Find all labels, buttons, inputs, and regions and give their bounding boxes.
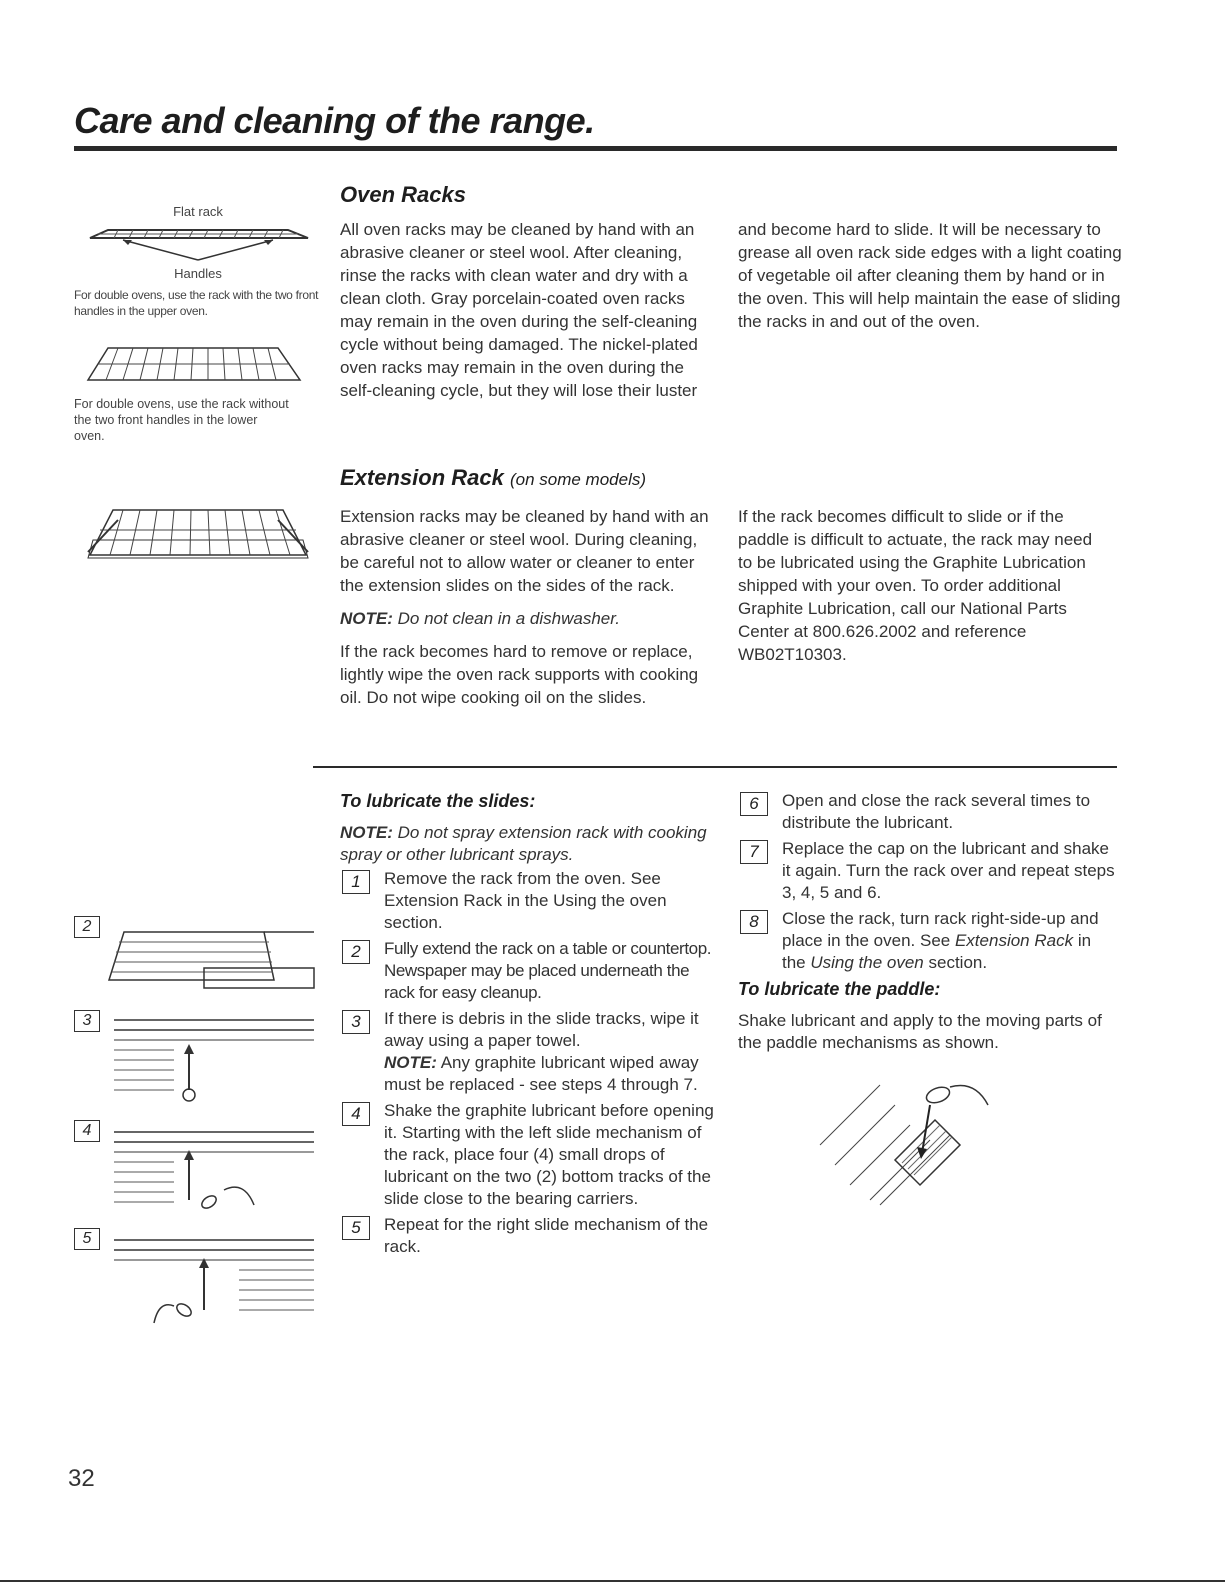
oven-racks-text-col2: and become hard to slide. It will be necessary to grease all oven rack side edges with a light coating of vegetable oil after cleaning them by hand or in the oven. This will help maintain the ease of sliding the racks in and out of the oven. <box>738 220 1122 331</box>
caption-lower-oven: For double ovens, use the rack without the two front handles in the lower oven. <box>74 397 289 443</box>
note-label: NOTE: <box>340 823 393 842</box>
step-7 <box>738 838 1118 904</box>
step-6 <box>738 790 1118 834</box>
flat-rack-drawing <box>78 180 318 275</box>
lubricate-paddle-heading: To lubricate the paddle: <box>738 979 941 999</box>
page-title: Care and cleaning of the range. <box>74 100 595 141</box>
extension-rack-drawing <box>78 500 318 570</box>
oven-racks-heading: Oven Racks <box>340 182 466 207</box>
step-number: 2 <box>342 940 370 964</box>
lubricate-steps-continued <box>738 790 1118 1054</box>
step-text: If there is debris in the slide tracks, wipe it away using a paper towel. <box>384 1009 699 1050</box>
step-text-e: section. <box>923 953 988 972</box>
step-text-b: Extension Rack <box>954 931 1074 950</box>
lubricate-slides-heading: To lubricate the slides: <box>340 791 536 811</box>
step-number: 5 <box>342 1216 370 1240</box>
rack-no-handles-figure <box>78 340 318 390</box>
step-text: Shake the graphite lubricant before opening it. Starting with the left slide mechanism of the rack, place four (4) small drops of lubricant on the two (2) bottom tracks of the slide close to the bearing carriers. <box>384 1101 714 1208</box>
rack-no-handles-drawing <box>78 340 318 390</box>
note-text: Any graphite lubricant wiped away must be replaced - see steps 4 through 7. <box>384 1053 699 1094</box>
step-figure-4-drawing <box>74 1120 319 1220</box>
extension-rack-p1: Extension racks may be cleaned by hand with an abrasive cleaner or steel wool. During cleaning, be careful not to allow water or cleaner to enter the extension slides on the sides of the rack. <box>340 507 709 595</box>
step-number: 4 <box>342 1102 370 1126</box>
title-divider <box>74 146 1117 151</box>
note-label: NOTE: <box>340 609 393 628</box>
extension-rack-title: Extension Rack <box>340 465 504 490</box>
page-number: 32 <box>68 1465 95 1492</box>
section-divider <box>313 766 1117 768</box>
extension-rack-p2: If the rack becomes hard to remove or replace, lightly wipe the oven rack supports with cooking oil. Do not wipe cooking oil on the slides. <box>340 642 699 707</box>
step-number: 1 <box>342 870 370 894</box>
note-label: NOTE: <box>384 1053 437 1072</box>
extension-rack-subtitle: (on some models) <box>509 470 647 489</box>
step-text: Remove the rack from the oven. See Extension Rack in the Using the oven section. <box>384 869 667 932</box>
step-figures <box>74 910 319 1330</box>
step-figure-5 <box>74 1228 319 1328</box>
flat-rack-label: Flat rack <box>173 204 223 219</box>
step-text: Fully extend the rack on a table or countertop. Newspaper may be placed underneath the rack for easy cleanup. <box>384 939 712 1002</box>
step-figure-3-drawing <box>74 1010 319 1110</box>
paddle-drawing <box>810 1075 1000 1210</box>
step-2 <box>340 938 720 1004</box>
step-5 <box>340 1214 720 1258</box>
step-number: 8 <box>740 910 768 934</box>
step-figure-5-number: 5 <box>74 1228 100 1250</box>
step-figure-2-drawing <box>74 910 319 1000</box>
extension-rack-figure <box>78 500 318 570</box>
note-text: Do not clean in a dishwasher. <box>397 609 621 628</box>
step-figure-5-drawing <box>74 1228 319 1328</box>
step-4 <box>340 1100 720 1210</box>
step-figure-2-number: 2 <box>74 916 100 938</box>
extension-rack-heading <box>340 465 646 491</box>
extension-rack-note <box>340 607 715 630</box>
step-8 <box>738 908 1118 974</box>
flat-rack-figure <box>78 180 318 275</box>
extension-rack-p3: If the rack becomes difficult to slide or if the paddle is difficult to actuate, the rack may need to be lubricated using the Graphite Lubrication shipped with your oven. To order additional Graphite Lubrication, call our National Parts Center at 800.626.2002 and reference WB02T10303. <box>738 507 1093 664</box>
oven-racks-text-col1: All oven racks may be cleaned by hand with an abrasive cleaner or steel wool. After cleaning, rinse the racks with clean water and dry with a clean cloth. Gray porcelain-coated oven racks may remain in the oven during the self-cleaning cycle without being damaged. The nickel-plated oven racks may remain in the oven during the self-cleaning cycle, but they will lose their luster <box>340 220 698 400</box>
step-text-d: Using the oven <box>810 953 924 972</box>
step-figure-4 <box>74 1120 319 1220</box>
extension-rack-col1 <box>340 505 715 719</box>
lubricate-slides-note <box>340 822 720 866</box>
step-text: Open and close the rack several times to distribute the lubricant. <box>782 791 1091 832</box>
step-text: Repeat for the right slide mechanism of the rack. <box>384 1215 709 1256</box>
step-text-a: Close the rack, turn rack right-side-up and place in the oven. See <box>782 909 1099 950</box>
step-3 <box>340 1008 720 1096</box>
step-figure-3 <box>74 1010 319 1110</box>
step-number: 7 <box>740 840 768 864</box>
step-figure-3-number: 3 <box>74 1010 100 1032</box>
lubricate-paddle-text: Shake lubricant and apply to the moving parts of the paddle mechanisms as shown. <box>738 1011 1102 1052</box>
step-number: 6 <box>740 792 768 816</box>
handles-label: Handles <box>174 266 222 281</box>
step-text-c: in the <box>782 931 1092 972</box>
paddle-figure <box>810 1075 1000 1210</box>
lubricate-slides-section <box>340 790 720 1262</box>
step-number: 3 <box>342 1010 370 1034</box>
step-text: Replace the cap on the lubricant and shake it again. Turn the rack over and repeat steps 3, 4, 5 and 6. <box>782 839 1115 902</box>
step-figure-2 <box>74 910 319 1000</box>
caption-upper-oven: For double ovens, use the rack with the two front handles in the upper oven. <box>74 288 319 318</box>
bottom-divider <box>0 1580 1225 1582</box>
note-text: Do not spray extension rack with cooking spray or other lubricant sprays. <box>340 823 707 864</box>
step-figure-4-number: 4 <box>74 1120 100 1142</box>
step-1 <box>340 868 720 934</box>
